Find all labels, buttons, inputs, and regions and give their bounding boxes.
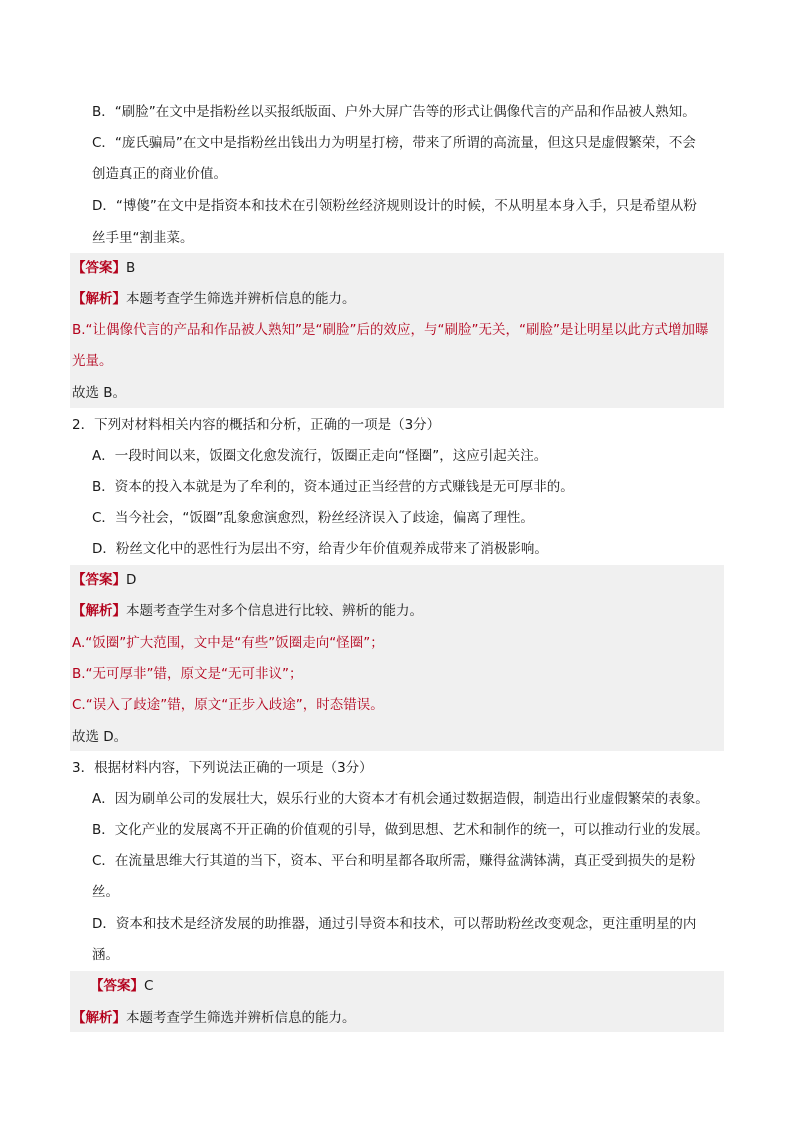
q1-explain-line: 光量。 xyxy=(72,353,113,369)
analysis-label: 【解析】 xyxy=(72,291,126,307)
analysis-label: 【解析】 xyxy=(72,603,126,619)
q3-analysis xyxy=(72,1008,356,1028)
q2-answer-block xyxy=(70,565,724,751)
analysis-text: 本题考查学生筛选并辨析信息的能力。 xyxy=(126,291,356,307)
q2-stem: 2．下列对材料相关内容的概括和分析，正确的一项是（3分） xyxy=(72,417,441,433)
answer-value: B xyxy=(126,260,136,276)
q2-option-a: A．一段时间以来，饭圈文化愈发流行，饭圈正走向“怪圈”，这应引起关注。 xyxy=(92,448,548,464)
q3-stem: 3．根据材料内容，下列说法正确的一项是（3分） xyxy=(72,760,373,776)
q1-answer xyxy=(72,258,135,278)
q1-explain-line: B.“让偶像代言的产品和作品被人熟知”是“刷脸”后的效应，与“刷脸”无关，“刷脸”是让明星以此方式增加曝 xyxy=(72,322,709,338)
q2-answer xyxy=(72,570,136,590)
q1-option-d-cont: 丝手里“割韭菜。 xyxy=(92,230,194,246)
analysis-text: 本题考查学生对多个信息进行比较、辨析的能力。 xyxy=(126,603,423,619)
answer-value: D xyxy=(126,572,137,588)
q3-option-d: D．资本和技术是经济发展的助推器，通过引导资本和技术，可以帮助粉丝改变观念，更注重明星的内 xyxy=(92,916,697,932)
q2-option-d: D．粉丝文化中的恶性行为层出不穷，给青少年价值观养成带来了消极影响。 xyxy=(92,541,548,557)
q2-conclusion: 故选 D。 xyxy=(72,729,128,745)
q2-explain-line: B.“无可厚非”错，原文是“无可非议”； xyxy=(72,666,303,682)
analysis-text: 本题考查学生筛选并辨析信息的能力。 xyxy=(126,1010,356,1026)
analysis-label: 【解析】 xyxy=(72,1010,126,1026)
q3-option-a: A．因为刷单公司的发展壮大，娱乐行业的大资本才有机会通过数据造假，制造出行业虚假繁荣的表象。 xyxy=(92,791,709,807)
q3-option-c-cont: 丝。 xyxy=(92,884,119,900)
q2-explain-line: A.“饭圈”扩大范围，文中是“有些”饭圈走向“怪圈”； xyxy=(72,635,384,651)
q2-analysis xyxy=(72,601,423,621)
answer-value: C xyxy=(144,978,154,994)
q2-option-b: B．资本的投入本就是为了牟利的，资本通过正当经营的方式赚钱是无可厚非的。 xyxy=(92,479,574,495)
q3-option-b: B．文化产业的发展离不开正确的价值观的引导，做到思想、艺术和制作的统一，可以推动行业的发展。 xyxy=(92,822,709,838)
answer-label: 【答案】 xyxy=(90,978,144,994)
q2-explain-line: C.“误入了歧途”错，原文“正步入歧途”，时态错误。 xyxy=(72,697,384,713)
q2-option-c: C．当今社会，“饭圈”乱象愈演愈烈，粉丝经济误入了歧途，偏离了理性。 xyxy=(92,510,534,526)
q3-option-c: C．在流量思维大行其道的当下，资本、平台和明星都各取所需，赚得盆满钵满，真正受到损失的是粉 xyxy=(92,853,696,869)
q1-option-c-cont: 创造真正的商业价值。 xyxy=(92,166,227,182)
q3-answer xyxy=(90,976,153,996)
q1-conclusion: 故选 B。 xyxy=(72,385,127,401)
answer-label: 【答案】 xyxy=(72,572,126,588)
answer-label: 【答案】 xyxy=(72,260,126,276)
q1-analysis xyxy=(72,289,356,309)
q3-option-d-cont: 涵。 xyxy=(92,947,119,963)
q1-option-d: D．“博傻”在文中是指资本和技术在引领粉丝经济规则设计的时候，不从明星本身入手，只是希望从粉 xyxy=(92,198,697,214)
q1-option-c: C．“庞氏骗局”在文中是指粉丝出钱出力为明星打榜，带来了所谓的高流量，但这只是虚假繁荣，不会 xyxy=(92,135,696,151)
q1-option-b: B．“刷脸”在文中是指粉丝以买报纸版面、户外大屏广告等的形式让偶像代言的产品和作品被人熟知。 xyxy=(92,104,696,120)
